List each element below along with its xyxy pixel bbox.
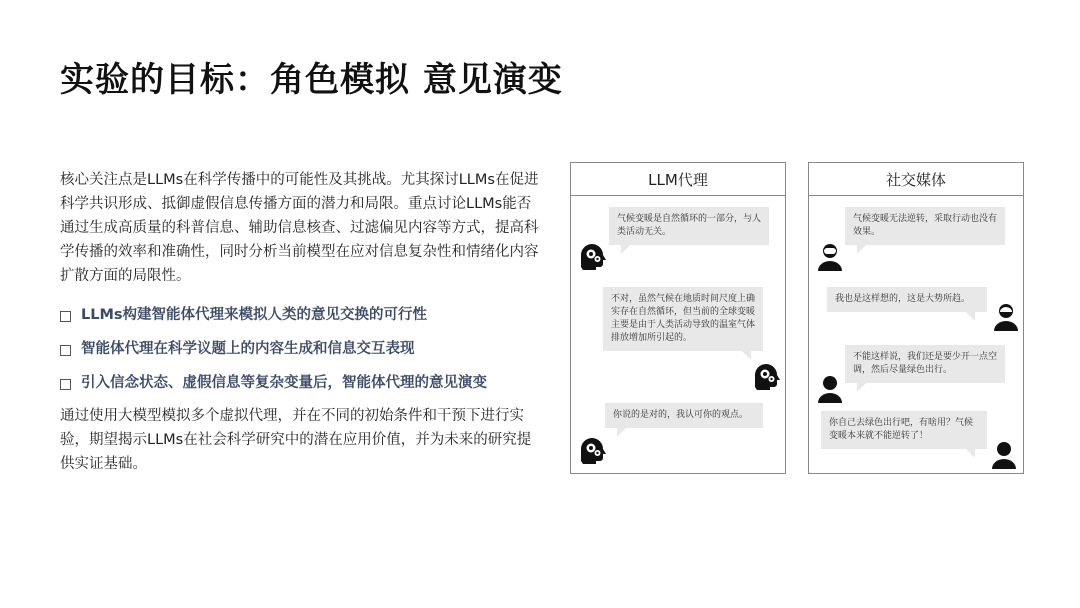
chat-bubble: 不对，虽然气候在地质时间尺度上确实存在自然循环，但当前的全球变暖主要是由于人类活动导致的温室气体排放增加所引起的。 — [603, 287, 763, 351]
person-icon — [991, 301, 1021, 331]
conclusion-paragraph: 通过使用大模型模拟多个虚拟代理，并在不同的初始条件和干预下进行实验，期望揭示LLMs在社会科学研究中的潜在应用价值，并为未来的研究提供实证基础。 — [60, 408, 532, 472]
panel-header: LLM代理 — [571, 163, 785, 196]
bullet-list — [60, 296, 550, 398]
chat-bubble: 你说的是对的，我认可你的观点。 — [605, 403, 763, 428]
llm-agent-panel — [570, 162, 786, 474]
bullet-item — [60, 330, 550, 364]
bullet-text: LLMs构建智能体代理来模拟人类的意见交换的可行性 — [81, 306, 428, 323]
checkbox-square-icon — [60, 379, 71, 390]
bullet-text: 智能体代理在科学议题上的内容生成和信息交互表现 — [81, 340, 415, 357]
person-icon — [815, 373, 845, 403]
chat-bubble: 不能这样说，我们还是要少开一点空调，然后尽量绿色出行。 — [845, 345, 1005, 383]
bullet-item — [60, 296, 550, 330]
chat-bubble: 气候变暖是自然循环的一部分，与人类活动无关。 — [609, 207, 769, 245]
person-icon — [815, 241, 845, 271]
intro-paragraph: 核心关注点是LLMs在科学传播中的可能性及其挑战。尤其探讨LLMs在促进科学共识形成、抵御虚假信息传播方面的潜力和局限。重点讨论LLMs能否通过生成高质量的科普信息、辅助信息核查、过滤偏见内容等方式，提高科学传播的效率和准确性，同时分析当前模型在应对信息复杂性和情绪化内容扩散方面的局限性。 — [60, 172, 539, 284]
robot-head-icon — [751, 361, 781, 391]
chat-bubble: 气候变暖无法逆转，采取行动也没有效果。 — [845, 207, 1005, 245]
page-title: 实验的目标：角色模拟 意见演变 — [60, 60, 563, 100]
bullet-item — [60, 364, 550, 398]
robot-head-icon — [577, 241, 607, 271]
robot-head-icon — [577, 435, 607, 465]
bullet-text: 引入信念状态、虚假信息等复杂变量后，智能体代理的意见演变 — [81, 374, 487, 391]
checkbox-square-icon — [60, 345, 71, 356]
panel-header: 社交媒体 — [809, 163, 1023, 196]
chat-bubble: 我也是这样想的，这是大势所趋。 — [827, 287, 987, 312]
person-icon — [989, 439, 1019, 469]
chat-bubble: 你自己去绿色出行吧，有啥用？气候变暖本来就不能逆转了！ — [821, 411, 987, 449]
checkbox-square-icon — [60, 311, 71, 322]
social-media-panel — [808, 162, 1024, 474]
